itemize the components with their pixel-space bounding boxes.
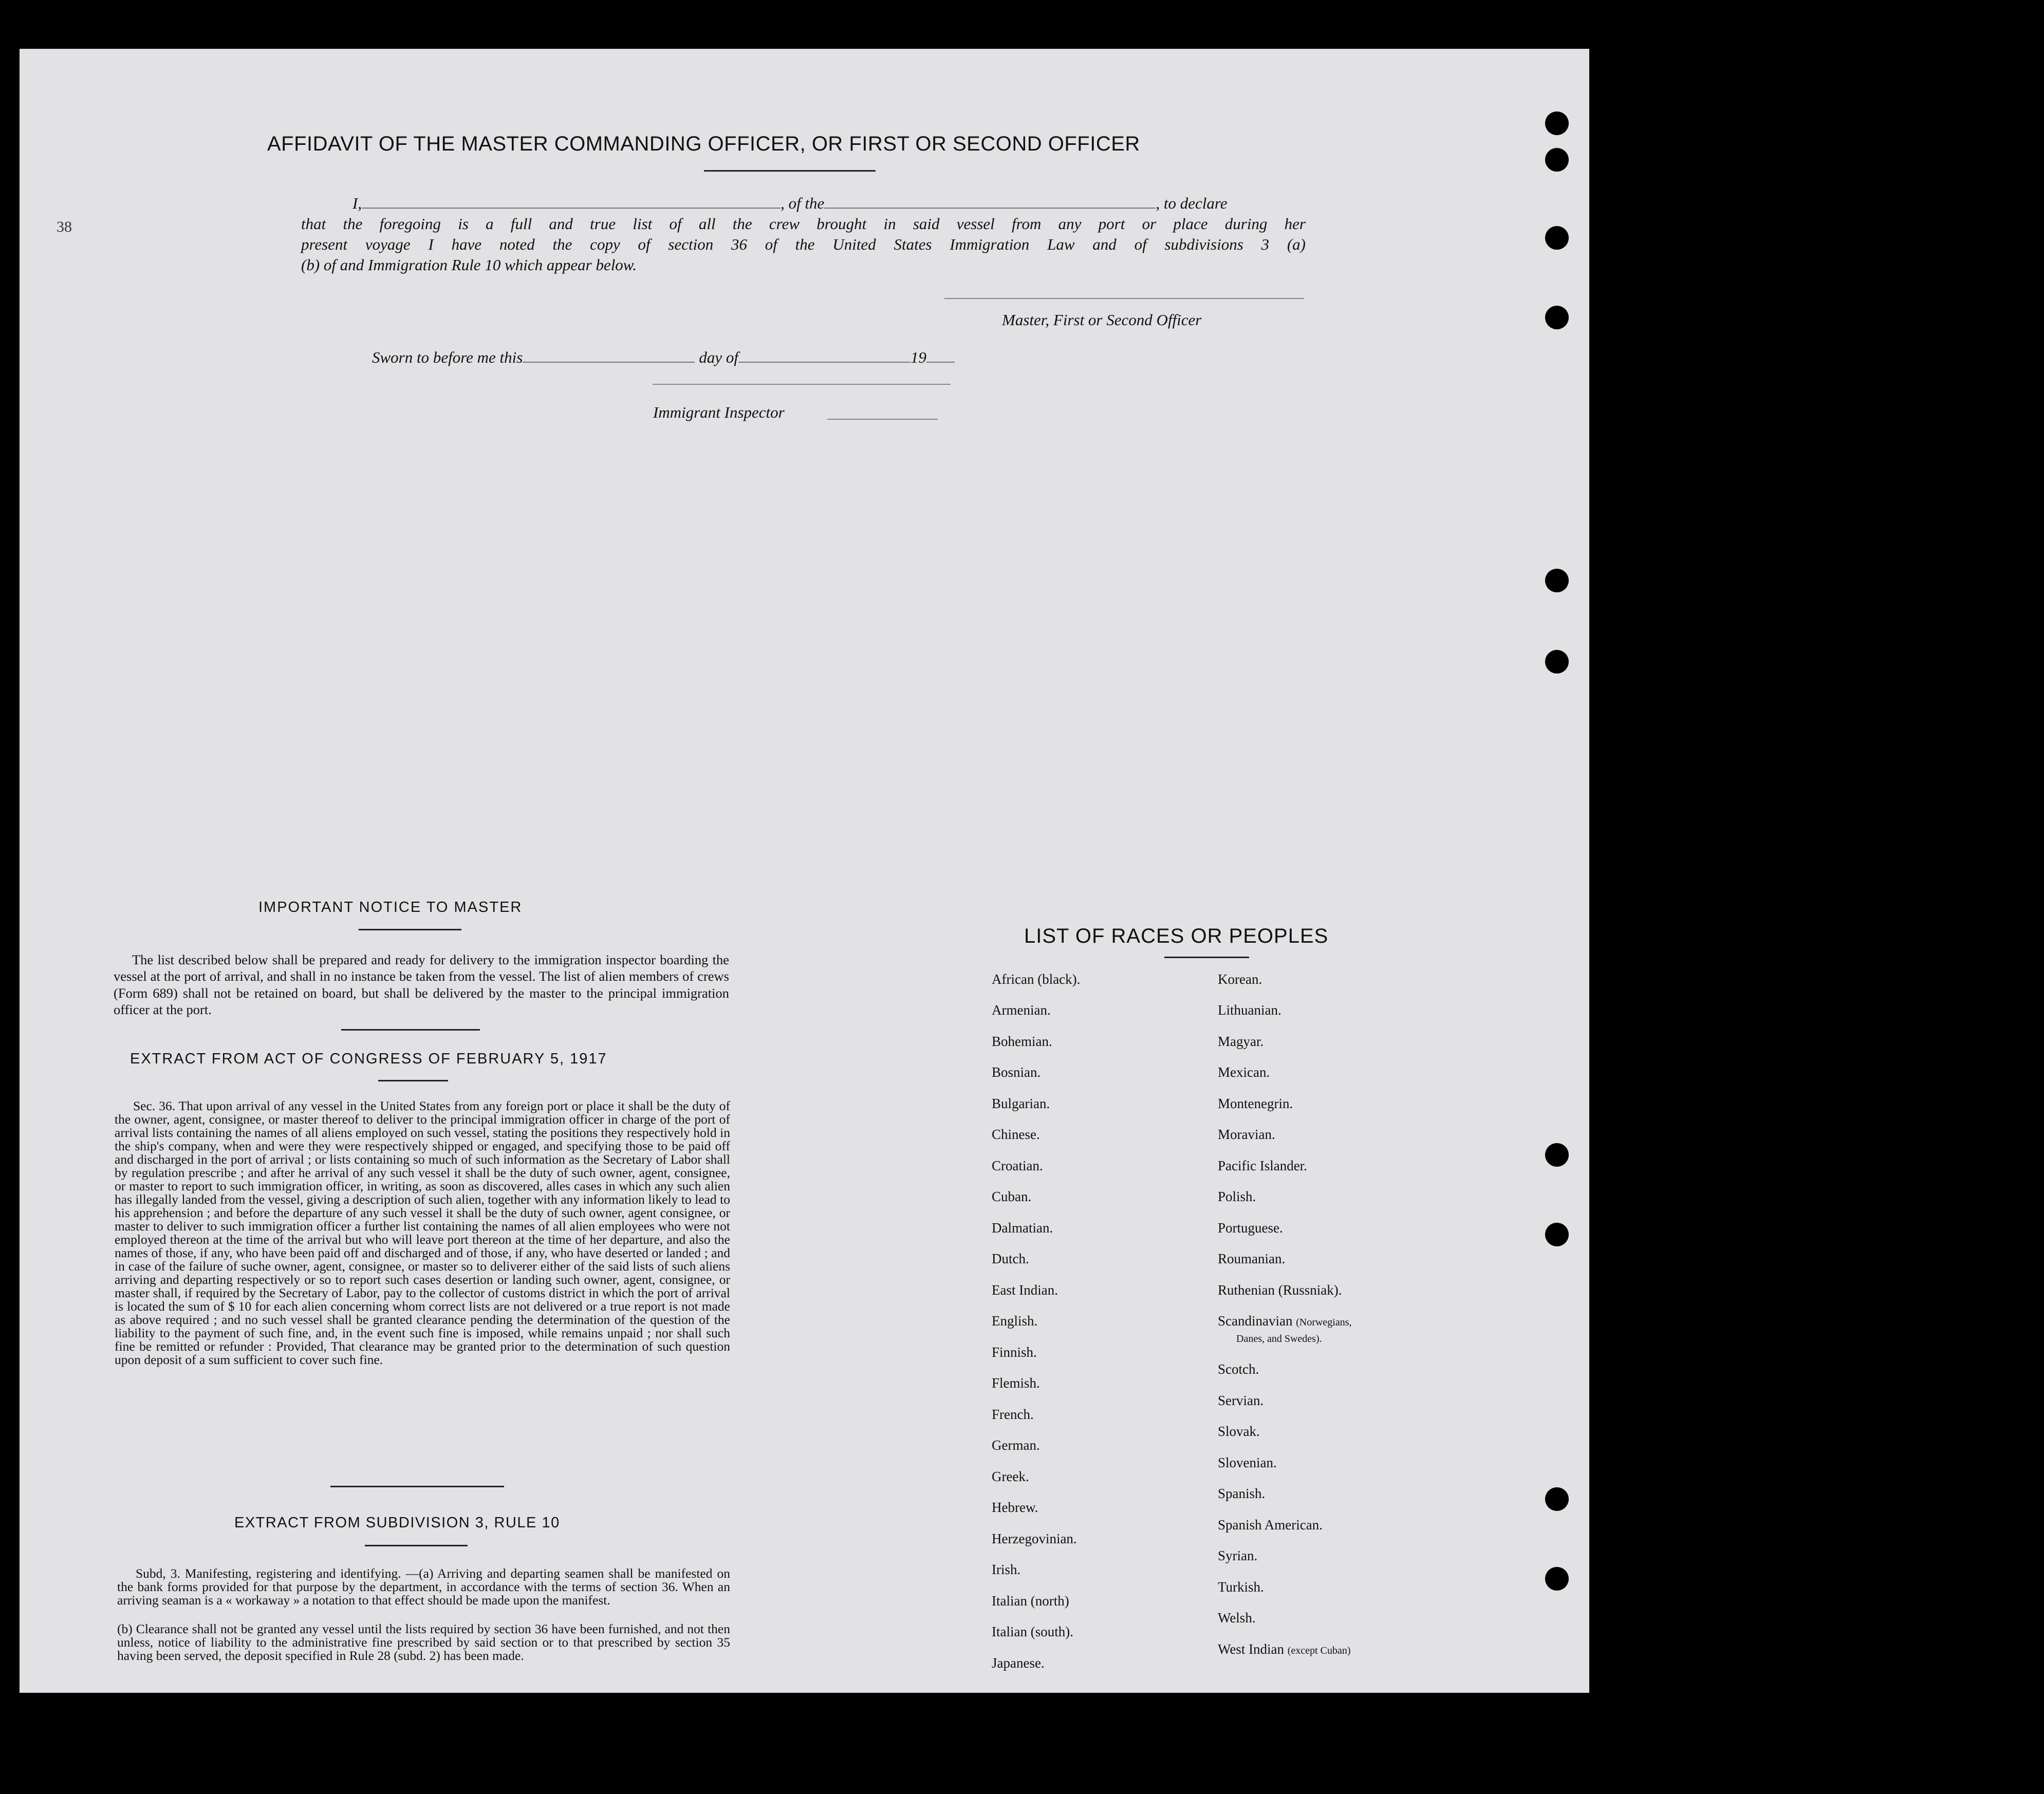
affidavit-line-2: that the foregoing is a full and true list of all the crew brought in said vessel from any port or place during her: [301, 215, 1306, 233]
race-item: Welsh.: [1218, 1610, 1256, 1625]
officer-name-blank[interactable]: [362, 208, 781, 209]
punch-hole: [1545, 306, 1569, 329]
race-item: German.: [992, 1437, 1040, 1453]
of-the-label: , of the: [781, 194, 825, 212]
race-item: Servian.: [1218, 1393, 1264, 1408]
punch-hole: [1545, 1143, 1569, 1167]
punch-hole: [1545, 1567, 1569, 1591]
race-item: Armenian.: [992, 1002, 1051, 1018]
race-item: Spanish American.: [1218, 1517, 1323, 1533]
punch-hole: [1545, 650, 1569, 674]
race-item: French.: [992, 1407, 1034, 1422]
race-note: (Norwegians,: [1296, 1317, 1352, 1328]
race-item: Korean.: [1218, 971, 1262, 987]
year-blank[interactable]: [926, 362, 955, 363]
punch-hole: [1545, 226, 1569, 250]
race-item: Slovak.: [1218, 1424, 1260, 1439]
subdivision-para-a: Subd, 3. Manifesting, registering and identifying. —(a) Arriving and departing seamen shall be manifested on the bank forms provided for that purpose by the department, in accordance with the terms of section 36. When an arriving seaman is a « workaway » a notation to that effect should be made upon the manifest.: [117, 1566, 730, 1608]
race-item: Slovenian.: [1218, 1455, 1277, 1470]
notice-rule: [359, 929, 461, 930]
race-item: Bohemian.: [992, 1034, 1052, 1049]
notice-body: The list described below shall be prepared and ready for delivery to the immigration inspector boarding the vessel at the port of arrival, and shall in no instance be taken from the vessel. The list of alien members of crews (Form 689) shall not be retained on board, but shall be delivered by the master to the principal immigration officer at the port.: [114, 952, 729, 1017]
separator-rule: [341, 1029, 480, 1031]
race-item: Dalmatian.: [992, 1220, 1053, 1236]
year-label: 19: [910, 348, 926, 366]
punch-hole: [1545, 1487, 1569, 1511]
race-item: Chinese.: [992, 1127, 1040, 1142]
punch-hole: [1545, 111, 1569, 135]
inspector-caption: Immigrant Inspector: [653, 403, 785, 421]
subdivision-para-b: (b) Clearance shall not be granted any vessel until the lists required by section 36 have been furnished, and not then unless, notice of liability to the administrative fine prescribed by said section or to that prescribed by section 35 having been served, the deposit specified in Rule 28 (subd. 2) has been made.: [117, 1621, 730, 1663]
punch-hole: [1545, 1223, 1569, 1246]
race-item: Finnish.: [992, 1344, 1037, 1360]
affidavit-line-4: (b) of and Immigration Rule 10 which appear below.: [301, 256, 637, 274]
races-title: LIST OF RACES OR PEOPLES: [1024, 925, 1329, 947]
race-item: Herzegovinian.: [992, 1531, 1077, 1546]
extract-rule-title: EXTRACT FROM SUBDIVISION 3, RULE 10: [234, 1515, 560, 1531]
inspector-signature-line[interactable]: [653, 384, 951, 385]
race-item: Syrian.: [1218, 1548, 1258, 1563]
extract-rule-rule: [365, 1545, 468, 1546]
sworn-line: [372, 348, 955, 367]
title-rule: [704, 170, 876, 172]
race-item: Greek.: [992, 1469, 1029, 1484]
race-item: Lithuanian.: [1218, 1002, 1281, 1018]
race-item: Hebrew.: [992, 1500, 1038, 1515]
race-name: West Indian: [1218, 1641, 1285, 1657]
race-note: (except Cuban): [1287, 1645, 1351, 1656]
form-page: [20, 49, 1589, 1693]
extract-act-rule: [378, 1080, 448, 1081]
inspector-underline: [827, 419, 938, 420]
race-item: East Indian.: [992, 1282, 1058, 1298]
race-item: Dutch.: [992, 1251, 1029, 1266]
affidavit-line-1: [352, 194, 1228, 213]
race-item: Moravian.: [1218, 1127, 1275, 1142]
race-item: Bosnian.: [992, 1064, 1041, 1080]
race-item: [1218, 1313, 1352, 1329]
race-item: English.: [992, 1313, 1038, 1329]
affidavit-line-3: present voyage I have noted the copy of section 36 of the United States Immigration Law and of subdivisions 3 (a): [301, 235, 1306, 253]
sworn-label: Sworn to before me this: [372, 348, 523, 366]
page-number: 38: [57, 218, 72, 235]
race-item: Montenegrin.: [1218, 1096, 1293, 1111]
punch-hole: [1545, 569, 1569, 592]
race-item: Turkish.: [1218, 1579, 1264, 1595]
race-item: Cuban.: [992, 1189, 1032, 1204]
extract-divider: [330, 1486, 504, 1487]
signer-caption: Master, First or Second Officer: [1002, 311, 1202, 329]
race-item: Pacific Islander.: [1218, 1158, 1307, 1173]
day-blank[interactable]: [523, 362, 695, 363]
race-item: Spanish.: [1218, 1486, 1266, 1501]
extract-act-title: EXTRACT FROM ACT OF CONGRESS OF FEBRUARY 5, 1917: [130, 1051, 607, 1067]
race-item: Bulgarian.: [992, 1096, 1050, 1111]
race-item: Japanese.: [992, 1655, 1045, 1671]
race-name: Scandinavian: [1218, 1313, 1293, 1329]
i-label: I,: [352, 194, 362, 212]
to-declare-label: , to declare: [1156, 194, 1228, 212]
signature-line[interactable]: [944, 298, 1304, 299]
punch-hole: [1545, 148, 1569, 172]
race-item: Mexican.: [1218, 1064, 1270, 1080]
month-blank[interactable]: [738, 362, 910, 363]
race-item: Italian (north): [992, 1593, 1069, 1609]
notice-title: IMPORTANT NOTICE TO MASTER: [258, 899, 523, 915]
race-note: Danes, and Swedes).: [1236, 1333, 1322, 1344]
race-item: Polish.: [1218, 1189, 1256, 1204]
race-item: Croatian.: [992, 1158, 1043, 1173]
race-item: Italian (south).: [992, 1624, 1073, 1639]
race-item: Flemish.: [992, 1375, 1040, 1391]
race-item: Ruthenian (Russniak).: [1218, 1282, 1342, 1298]
race-item: Portuguese.: [1218, 1220, 1283, 1236]
race-item: Magyar.: [1218, 1034, 1264, 1049]
section-36-text: Sec. 36. That upon arrival of any vessel in the United States from any foreign port or place it shall be the duty of the owner, agent, consignee, or master thereof to deliver to the principal immigration officer in charge of the port of arrival lists containing the names of all aliens employed on such vessel, stating the positions they respectively hold in the ship's company, when and were they were respectively shipped or engaged, and specifying those to be paid off and discharged in the port of arrival ; or lists containing so much of such information as the Secretary of Labor shall by regulation prescribe ; and after he arrival of any such vessel it shall be the duty of such owner, agent, consignee, or master to report to such immigration officer, in writing, as soon as discovered, alles cases in which any such alien has illegally landed from the vessel, giving a description of such alien, together with any information likely to lead to his apprehension ; and before the departure of any such vessel it shall be the duty of such owner, agent consignee, or master to deliver to such immigration officer a further list containing the names of all alien employees who were not employed thereon at the time of the arrival but who will leave port thereon at the time of her departure, and also the names of those, if any, who have been paid off and discharged and of those, if any, who have deserted or landed ; and in case of the failure of suche owner, agent, consignee, or master so to deliverer either of the said lists of such aliens arriving and departing respectively or so to report such cases desertion or landing such owner, agent, consignee, or master shall, if required by the Secretary of Labor, pay to the collector of customs district in which the port of arrival is located the sum of $ 10 for each alien concerning whom correct lists are not delivered or a true report is not made as above required ; and no such vessel shall be granted clearance pending the determination of the question of the liability to the payment of such fine, and, in the event such fine is imposed, while remains unpaid ; nor shall such fine be remitted or refunder : Provided, That clearance may be granted prior to the determination of such question upon deposit of a sum sufficient to cover such fine.: [115, 1098, 730, 1367]
race-item: [1218, 1641, 1351, 1657]
vessel-name-blank[interactable]: [824, 208, 1156, 209]
race-item: Irish.: [992, 1562, 1021, 1577]
race-item: Roumanian.: [1218, 1251, 1286, 1266]
race-item: African (black).: [992, 971, 1081, 987]
day-of-label: day of: [699, 348, 738, 366]
races-rule: [1164, 957, 1249, 958]
affidavit-title: AFFIDAVIT OF THE MASTER COMMANDING OFFICER, OR FIRST OR SECOND OFFICER: [267, 133, 1140, 155]
race-item: Scotch.: [1218, 1361, 1259, 1377]
